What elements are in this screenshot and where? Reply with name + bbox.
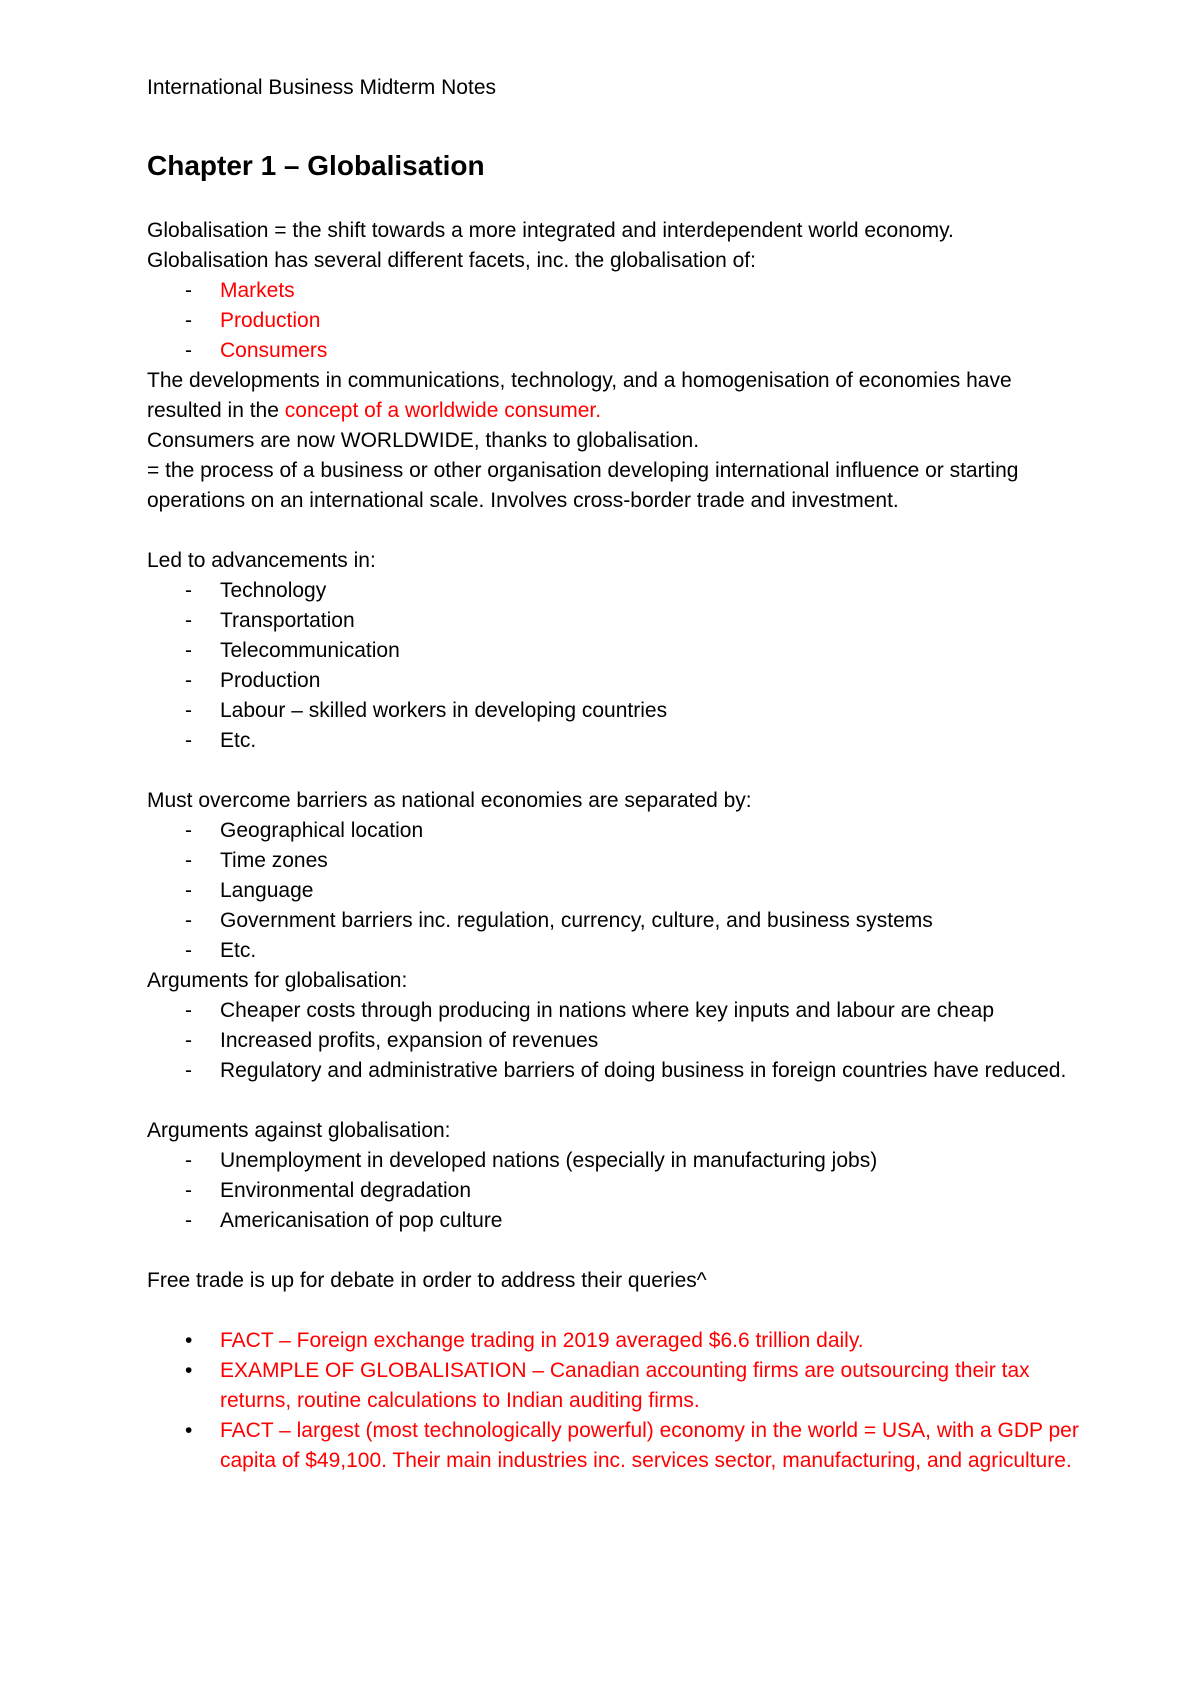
bullet-marker: • bbox=[185, 1359, 193, 1382]
advancements-lead: Led to advancements in: bbox=[147, 549, 376, 572]
dash-marker: - bbox=[185, 729, 192, 752]
list-item: - Language bbox=[147, 876, 1087, 906]
list-item: - Unemployment in developed nations (especially in manufacturing jobs) bbox=[147, 1146, 1087, 1176]
fact-item: • FACT – largest (most technologically powerful) economy in the world = USA, with a GDP per capita of $49,100. Their main industries inc. services sector, manufacturing, and agriculture. bbox=[147, 1416, 1087, 1476]
list-item: - Time zones bbox=[147, 846, 1087, 876]
dash-marker: - bbox=[185, 1149, 192, 1172]
dash-marker: - bbox=[185, 1179, 192, 1202]
list-item: - Increased profits, expansion of revenues bbox=[147, 1026, 1087, 1056]
dash-marker: - bbox=[185, 849, 192, 872]
facets-lead: Globalisation has several different facets, inc. the globalisation of: bbox=[147, 249, 756, 272]
chapter-title: Chapter 1 – Globalisation bbox=[147, 150, 485, 181]
bullet-marker: • bbox=[185, 1419, 193, 1442]
list-item: - Production bbox=[147, 666, 1087, 696]
dash-marker: - bbox=[185, 1209, 192, 1232]
list-item: - Transportation bbox=[147, 606, 1087, 636]
advancements-list bbox=[147, 576, 1087, 756]
arguments-for-list bbox=[147, 996, 1087, 1086]
highlighted-concept: concept of a worldwide consumer. bbox=[284, 399, 602, 422]
list-item: - Telecommunication bbox=[147, 636, 1087, 666]
bullet-marker: • bbox=[185, 1329, 193, 1352]
definition-text: Globalisation = the shift towards a more integrated and interdependent world economy. bbox=[147, 219, 954, 242]
list-item: - Cheaper costs through producing in nations where key inputs and labour are cheap bbox=[147, 996, 1087, 1026]
free-trade-text: Free trade is up for debate in order to address their queries^ bbox=[147, 1269, 707, 1292]
list-item: - Regulatory and administrative barriers of doing business in foreign countries have reduced. bbox=[147, 1056, 1087, 1086]
list-item: - Technology bbox=[147, 576, 1087, 606]
list-item: - Environmental degradation bbox=[147, 1176, 1087, 1206]
arguments-for-lead: Arguments for globalisation: bbox=[147, 969, 408, 992]
worldwide-text: Consumers are now WORLDWIDE, thanks to globalisation. bbox=[147, 429, 700, 452]
list-item: - Etc. bbox=[147, 726, 1087, 756]
dash-marker: - bbox=[185, 339, 192, 362]
dash-marker: - bbox=[185, 699, 192, 722]
list-item: - Geographical location bbox=[147, 816, 1087, 846]
dash-marker: - bbox=[185, 939, 192, 962]
dash-marker: - bbox=[185, 999, 192, 1022]
facts-list bbox=[147, 1326, 1087, 1476]
list-item: - Government barriers inc. regulation, currency, culture, and business systems bbox=[147, 906, 1087, 936]
facets-list bbox=[147, 276, 1087, 366]
process-text: = the process of a business or other organisation developing international influence or starting operations on an international scale. Involves cross-border trade and investment. bbox=[147, 459, 1019, 512]
list-item: - Etc. bbox=[147, 936, 1087, 966]
fact-item: • EXAMPLE OF GLOBALISATION – Canadian accounting firms are outsourcing their tax returns, routine calculations to Indian auditing firms. bbox=[147, 1356, 1087, 1416]
fact-item: • FACT – Foreign exchange trading in 2019 averaged $6.6 trillion daily. bbox=[147, 1326, 1087, 1356]
dash-marker: - bbox=[185, 1029, 192, 1052]
dash-marker: - bbox=[185, 1059, 192, 1082]
dash-marker: - bbox=[185, 909, 192, 932]
barriers-list bbox=[147, 816, 1087, 966]
dash-marker: - bbox=[185, 279, 192, 302]
list-item: - Americanisation of pop culture bbox=[147, 1206, 1087, 1236]
dash-marker: - bbox=[185, 669, 192, 692]
dash-marker: - bbox=[185, 879, 192, 902]
list-item: - Labour – skilled workers in developing countries bbox=[147, 696, 1087, 726]
barriers-lead: Must overcome barriers as national economies are separated by: bbox=[147, 789, 752, 812]
dash-marker: - bbox=[185, 609, 192, 632]
dash-marker: - bbox=[185, 579, 192, 602]
page-header: International Business Midterm Notes bbox=[147, 76, 496, 99]
consumer-concept-text: The developments in communications, technology, and a homogenisation of economies have resulted in the concept of a worldwide consumer. bbox=[147, 369, 1012, 422]
dash-marker: - bbox=[185, 819, 192, 842]
list-item: - Production bbox=[147, 306, 1087, 336]
dash-marker: - bbox=[185, 639, 192, 662]
dash-marker: - bbox=[185, 309, 192, 332]
list-item: - Consumers bbox=[147, 336, 1087, 366]
list-item: - Markets bbox=[147, 276, 1087, 306]
arguments-against-list bbox=[147, 1146, 1087, 1236]
arguments-against-lead: Arguments against globalisation: bbox=[147, 1119, 451, 1142]
document-body bbox=[147, 216, 1087, 1476]
